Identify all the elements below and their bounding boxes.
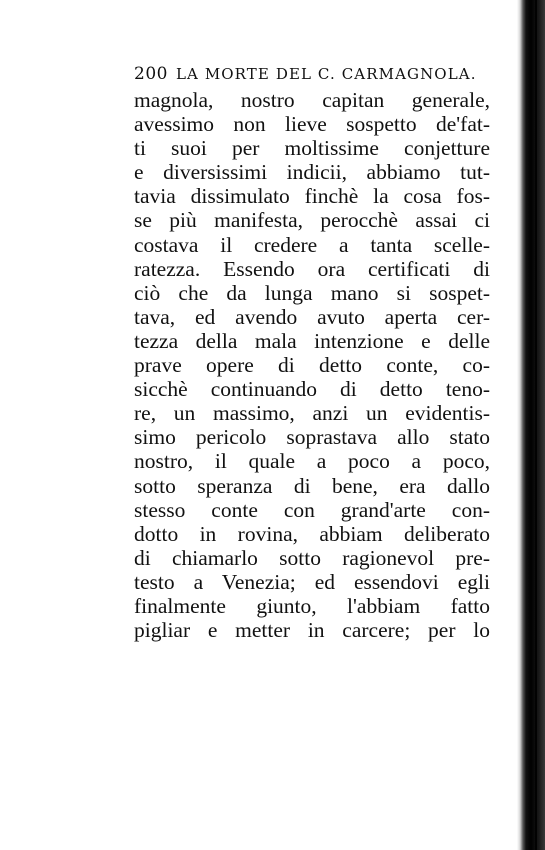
text-line: nostro, il quale a poco a poco,: [134, 449, 490, 474]
text-line: ratezza. Essendo ora certificati di: [134, 256, 490, 281]
text-line: testo a Venezia; ed essendovi egli: [134, 569, 490, 594]
text-line: pigliar e metter in carcere; per lo: [134, 618, 490, 643]
text-line: di chiamarlo sotto ragionevol pre-: [134, 545, 490, 570]
text-line: tava, ed avendo avuto aperta cer-: [134, 304, 490, 329]
text-line: re, un massimo, anzi un evidentis-: [134, 401, 490, 426]
body-text: [134, 88, 490, 642]
running-header: [134, 64, 494, 86]
text-line: finalmente giunto, l'abbiam fatto: [134, 593, 490, 618]
binding-edge: [517, 0, 545, 850]
text-line: sicchè continuando di detto teno-: [134, 377, 490, 402]
text-line: ti suoi per moltissime conjetture: [134, 136, 490, 161]
text-line: e diversissimi indicii, abbiamo tut-: [134, 160, 490, 185]
text-line: prave opere di detto conte, co-: [134, 353, 490, 378]
binding-line: [535, 0, 537, 850]
text-line: avessimo non lieve sospetto de'fat-: [134, 112, 490, 137]
text-line: stesso conte con grand'arte con-: [134, 497, 490, 522]
running-title: LA MORTE DEL C. CARMAGNOLA.: [175, 65, 477, 83]
text-line: sotto speranza di bene, era dallo: [134, 473, 490, 498]
page-number: 200: [134, 64, 168, 84]
text-line: ciò che da lunga mano si sospet-: [134, 280, 490, 305]
text-line: magnola, nostro capitan generale,: [134, 88, 490, 112]
text-line: se più manifesta, perocchè assai ci: [134, 208, 490, 233]
text-line: tezza della mala intenzione e delle: [134, 328, 490, 353]
text-line: costava il credere a tanta scelle-: [134, 232, 490, 257]
text-line: tavia dissimulato finchè la cosa fos-: [134, 184, 490, 209]
text-line: dotto in rovina, abbiam deliberato: [134, 521, 490, 546]
text-line: simo pericolo soprastava allo stato: [134, 425, 490, 450]
